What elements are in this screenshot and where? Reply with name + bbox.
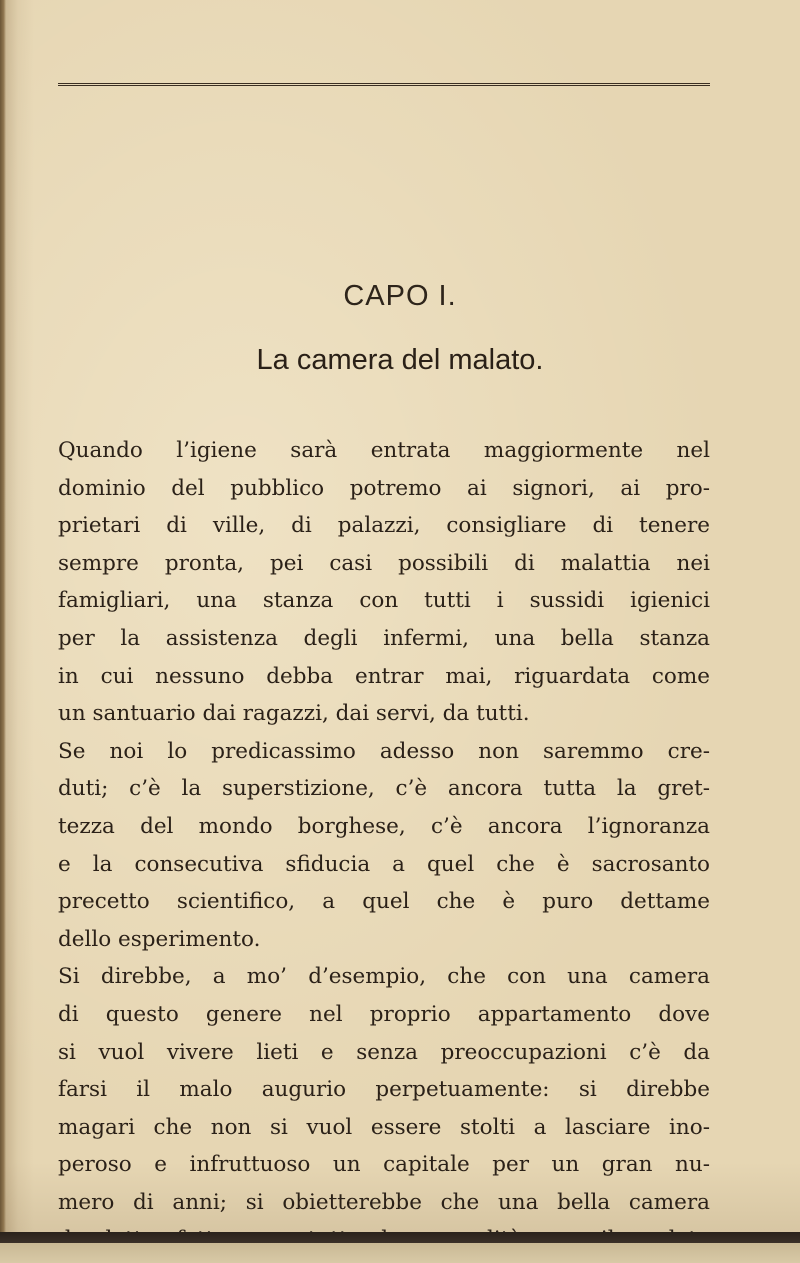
page-binding-edge <box>0 0 6 1263</box>
page-bottom-edge <box>0 1232 800 1263</box>
text-line: Se noi lo predicassimo adesso non saremmo cre- <box>58 738 710 764</box>
text-line: si vuol vivere lieti e senza preoccupazioni c’è da <box>58 1039 710 1065</box>
text-line: tezza del mondo borghese, c’è ancora l’ignoranza <box>58 813 710 839</box>
text-line: di questo genere nel proprio appartamento dove <box>58 1001 710 1027</box>
text-line: famigliari, una stanza con tutti i sussidi igienici <box>58 588 710 614</box>
text-line: dello esperimento. <box>58 926 261 952</box>
text-line: sempre pronta, pei casi possibili di malattia nei <box>58 550 710 576</box>
chapter-title: La camera del malato. <box>256 344 544 376</box>
text-line: mero di anni; si obietterebbe che una bella camera <box>58 1189 710 1215</box>
text-line: Si direbbe, a mo’ d’esempio, che con una camera <box>58 964 710 990</box>
text-line: Quando l’igiene sarà entrata maggiormente nel <box>58 438 710 463</box>
body-text <box>58 432 710 1259</box>
text-line: in cui nessuno debba entrar mai, riguardata come <box>58 663 710 689</box>
chapter-label: CAPO I. <box>343 280 457 312</box>
text-line: prietari di ville, di palazzi, consigliare di tenere <box>58 513 710 539</box>
text-line: peroso e infruttuoso un capitale per un gran nu- <box>58 1152 710 1178</box>
text-line: dominio del pubblico potremo ai signori, ai pro- <box>58 475 710 501</box>
text-line: farsi il malo augurio perpetuamente: si direbbe <box>58 1077 710 1103</box>
text-line: magari che non si vuol essere stolti a lasciare ino- <box>58 1114 710 1140</box>
header-rule <box>58 83 710 86</box>
text-line: precetto scientifico, a quel che è puro dettame <box>58 889 710 915</box>
text-line: un santuario dai ragazzi, dai servi, da tutti. <box>58 701 530 727</box>
text-line: per la assistenza degli infermi, una bella stanza <box>58 625 710 651</box>
text-line: e la consecutiva sfiducia a quel che è sacrosanto <box>58 851 710 877</box>
text-line: duti; c’è la superstizione, c’è ancora tutta la gret- <box>58 776 710 802</box>
